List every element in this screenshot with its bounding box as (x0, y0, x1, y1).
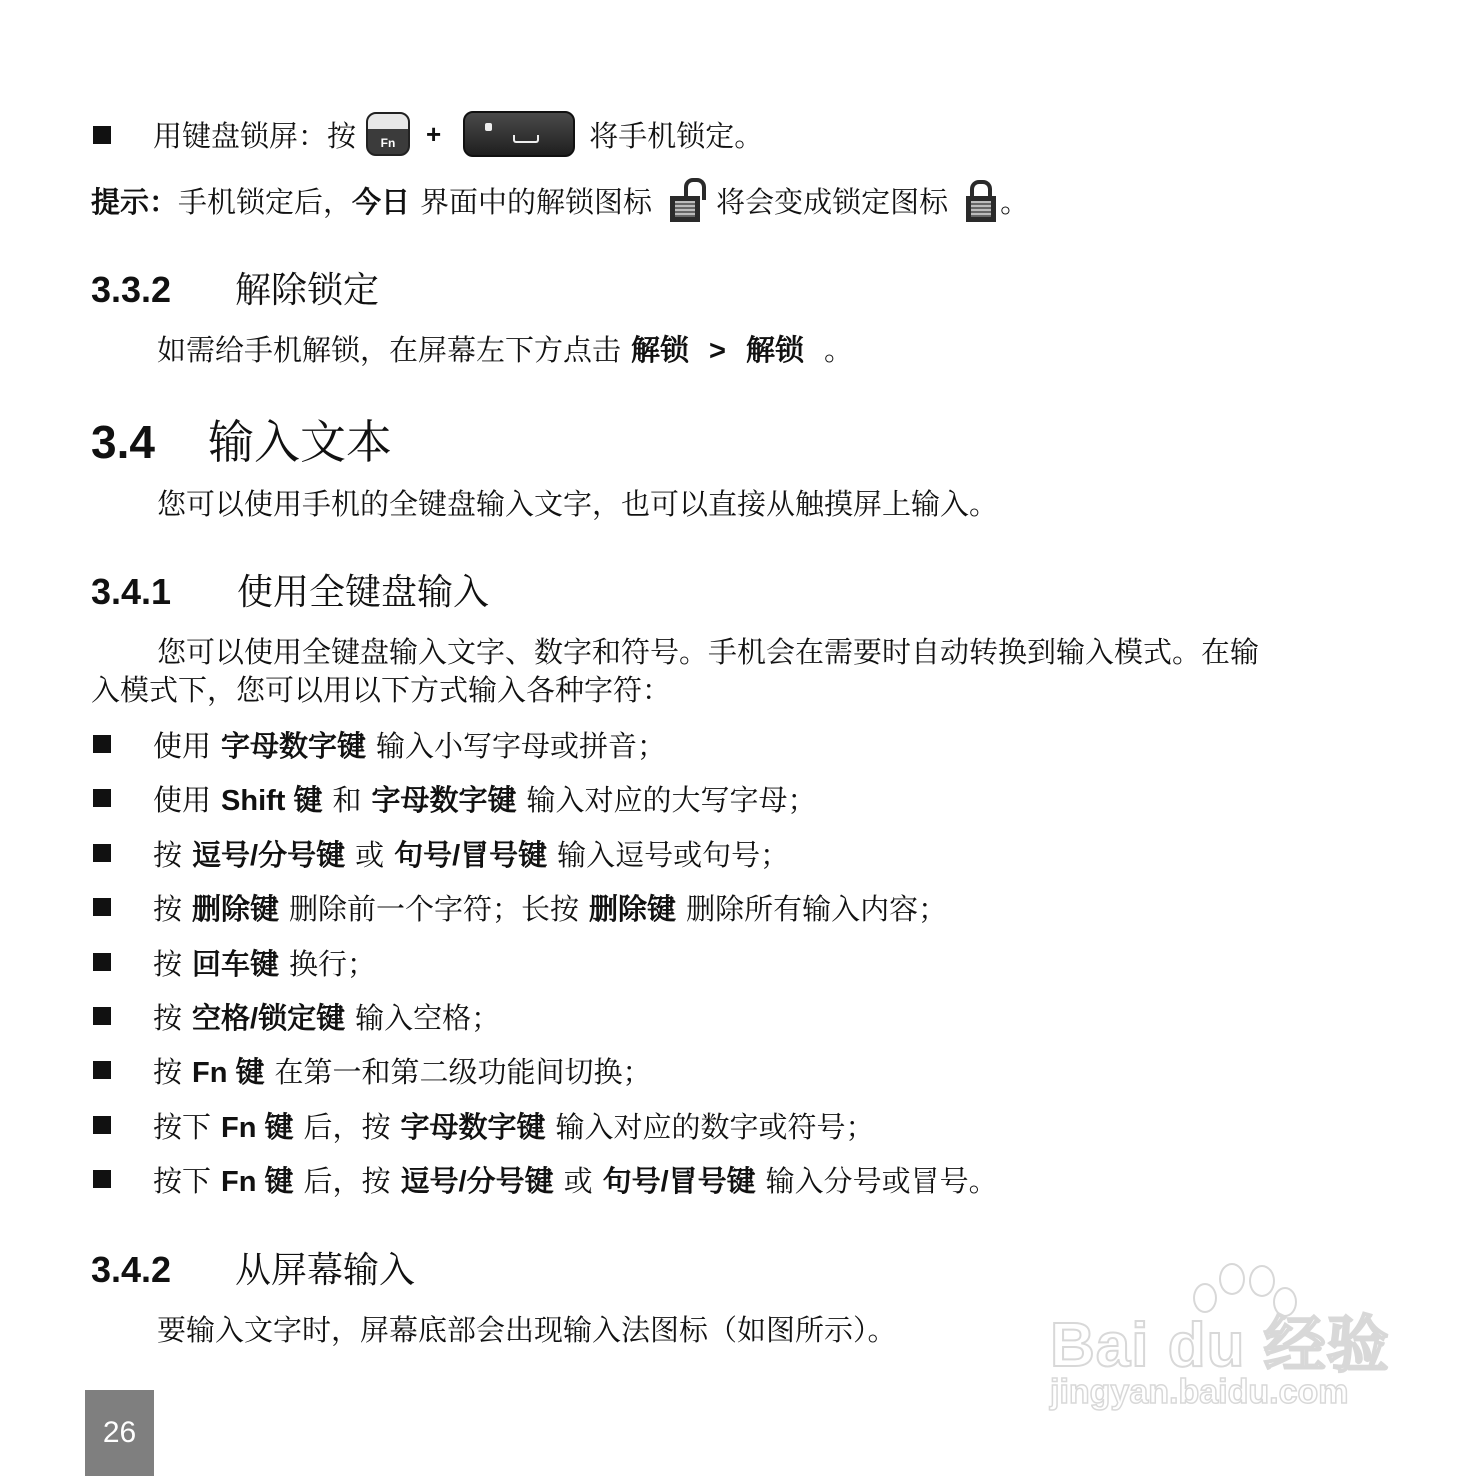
watermark-url: jingyan.baidu.com (1050, 1373, 1349, 1411)
bullet (93, 1061, 111, 1079)
text: 将手机锁定。 (589, 118, 764, 153)
unlock-icon (668, 178, 702, 222)
text: 手机锁定后， (178, 184, 353, 219)
page-number: 26 (85, 1390, 154, 1476)
bullet (93, 953, 111, 971)
paragraph: 如需给手机解锁，在屏幕左下方点击 解锁 > 解锁 。 (157, 333, 853, 367)
paragraph-line: 您可以使用全键盘输入文字、数字和符号。手机会在需要时自动转换到输入模式。在输 (157, 635, 1260, 669)
plus-sign: + (426, 118, 442, 149)
text: 用键盘锁屏：按 (153, 118, 357, 153)
text: 将会变成锁定图标 (716, 184, 949, 219)
section-number: 3.3.2 (91, 269, 172, 310)
list-item: 按 空格/锁定键 输入空格； (153, 1001, 501, 1035)
bullet (93, 1170, 111, 1188)
section-heading-3-3-2 (91, 262, 379, 313)
paragraph-line: 入模式下，您可以用以下方式输入各种字符： (91, 673, 672, 707)
bullet (93, 844, 111, 862)
list-item: 按下 Fn 键 后，按 字母数字键 输入对应的数字或符号； (153, 1110, 875, 1144)
list-item: 按 删除键 删除前一个字符；长按 删除键 删除所有输入内容； (153, 892, 948, 926)
paragraph: 要输入文字时，屏幕底部会出现输入法图标（如图所示）。 (157, 1313, 897, 1347)
bullet (93, 898, 111, 916)
paragraph: 您可以使用手机的全键盘输入文字，也可以直接从触摸屏上输入。 (157, 487, 999, 521)
list-item: 使用 Shift 键 和 字母数字键 输入对应的大写字母； (153, 783, 817, 817)
section-title: 从屏幕输入 (235, 1250, 416, 1291)
section-heading-3-4-2 (91, 1242, 415, 1293)
today-label: 今日 (352, 186, 411, 219)
tip-label: 提示： (91, 186, 179, 219)
list-item: 按 逗号/分号键 或 句号/冒号键 输入逗号或句号； (153, 838, 790, 872)
section-heading-3-4 (91, 406, 392, 472)
bullet (93, 735, 111, 753)
section-title: 解除锁定 (235, 270, 380, 311)
text: 。 (1000, 184, 1030, 219)
tip-line (91, 176, 1029, 224)
lock-icon (964, 178, 998, 222)
section-number: 3.4 (91, 416, 155, 468)
section-number: 3.4.2 (91, 1249, 172, 1290)
fn-key-icon: Fn (366, 112, 410, 156)
list-item: 使用 字母数字键 输入小写字母或拼音； (153, 729, 667, 763)
section-number: 3.4.1 (91, 571, 172, 612)
bullet (93, 126, 111, 144)
baidu-watermark (1045, 1255, 1390, 1425)
watermark-brand: Bai du 经验 (1050, 1311, 1390, 1380)
section-heading-3-4-1 (91, 564, 489, 615)
bullet (93, 789, 111, 807)
section-title: 使用全键盘输入 (237, 572, 490, 613)
text: 界面中的解锁图标 (420, 184, 653, 219)
list-item: 按 Fn 键 在第一和第二级功能间切换； (153, 1055, 652, 1089)
space-lock-key-icon (463, 111, 575, 157)
keyboard-lock-line (153, 110, 763, 158)
list-item: 按下 Fn 键 后，按 逗号/分号键 或 句号/冒号键 输入分号或冒号。 (153, 1164, 998, 1198)
section-title: 输入文本 (208, 415, 392, 469)
bullet (93, 1007, 111, 1025)
bullet (93, 1116, 111, 1134)
list-item: 按 回车键 换行； (153, 947, 377, 981)
